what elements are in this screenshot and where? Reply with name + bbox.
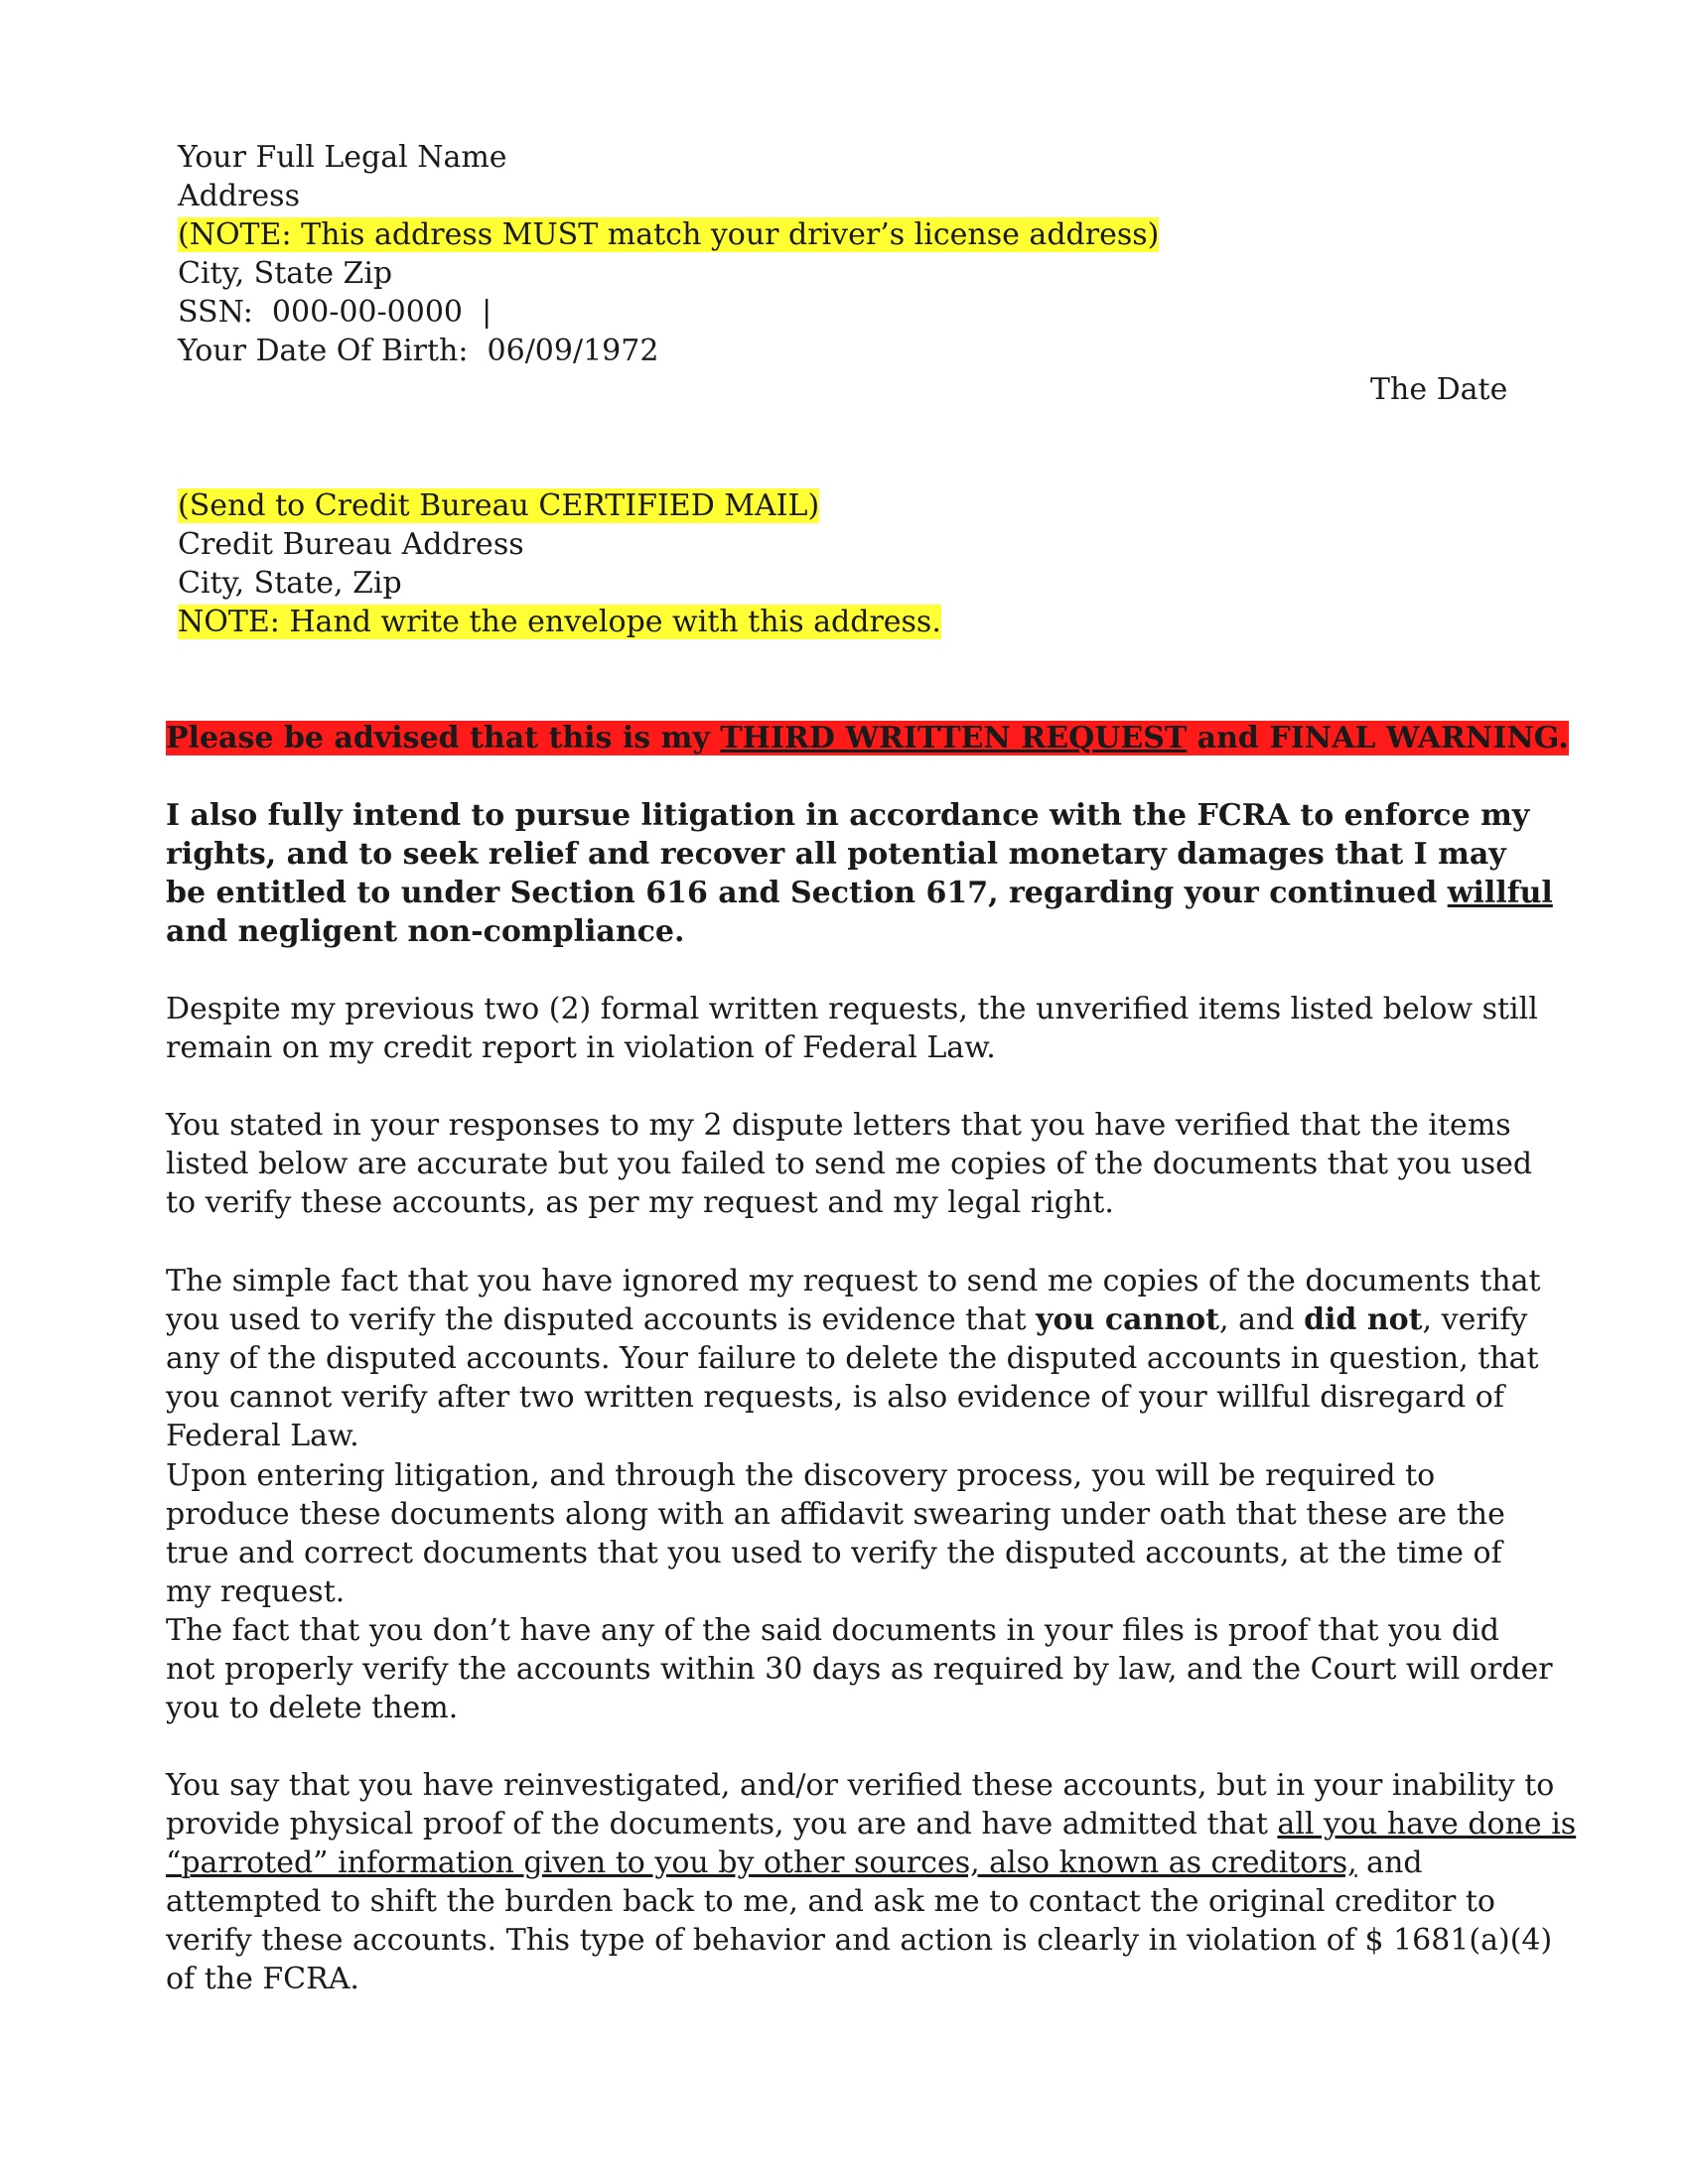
sender-address: Address xyxy=(178,179,300,213)
p1-emph: willful xyxy=(1447,876,1553,910)
p1-pre: I also fully intend to pursue litigation in accordance with the FCRA to enforce my rights, and to seek relief and recover all potential monetary damages that I may be entitled to under Section 616 and Section 617, regarding your continued xyxy=(166,798,1530,910)
recipient-envelope-note: NOTE: Hand write the envelope with this address. xyxy=(178,605,941,639)
sender-dob: Your Date Of Birth: 06/09/1972 xyxy=(178,334,659,368)
previous-requests-paragraph: Despite my previous two (2) formal written requests, the unverified items listed below still remain on my credit report in violation of Federal Law. xyxy=(166,992,1538,1065)
sender-address-note: (NOTE: This address MUST match your driver’s license address) xyxy=(178,217,1160,252)
recipient-block xyxy=(178,486,1688,641)
parroted-paragraph xyxy=(166,1766,1586,1998)
recipient-city: City, State, Zip xyxy=(178,566,402,601)
documents-proof-paragraph: The fact that you don’t have any of the said documents in your files is proof that you did not properly verify the accounts within 30 days as required by law, and the Court will order you to delete them. xyxy=(166,1613,1553,1725)
p4-b1: you cannot xyxy=(1036,1302,1220,1337)
p4-b2: did not xyxy=(1304,1302,1423,1337)
recipient-address: Credit Bureau Address xyxy=(178,527,524,562)
discovery-paragraph: Upon entering litigation, and through the discovery process, you will be required to produce these documents along with an affidavit swearing under oath that these are the true and correct documents that you used to verify the disputed accounts, at the time of my request. xyxy=(166,1458,1505,1609)
p4-a: The simple fact that you have ignored my request to send me copies of the documents that you used to verify the disputed accounts is evidence that xyxy=(166,1264,1541,1337)
p7-emph: all you have done is “parroted” information given to you by other sources, also known as creditors, xyxy=(166,1807,1577,1880)
p1-post: and negligent non-compliance. xyxy=(166,914,685,949)
final-warning xyxy=(166,719,1576,757)
warning-emph: THIRD WRITTEN REQUEST xyxy=(720,721,1188,755)
sender-block xyxy=(178,138,1688,370)
p4-d: , verify any of the disputed accounts. Your failure to delete the disputed accounts in question, that you cannot verify after two written requests, is also evidence of your willful disregard of Federal Law. xyxy=(166,1302,1539,1453)
litigation-paragraph xyxy=(166,796,1556,951)
ignored-request-paragraph xyxy=(166,1262,1561,1455)
p7-pre: You say that you have reinvestigated, and/or verified these accounts, but in your inability to provide physical proof of the documents, you are and have admitted that xyxy=(166,1768,1555,1842)
sender-city: City, State Zip xyxy=(178,256,393,291)
letter-date: The Date xyxy=(1370,372,1508,407)
recipient-mail-note: (Send to Credit Bureau CERTIFIED MAIL) xyxy=(178,488,820,523)
warning-pre: Please be advised that this is my xyxy=(166,721,721,755)
sender-ssn: SSN: 000-00-0000 | xyxy=(178,295,492,330)
warning-post: and FINAL WARNING. xyxy=(1187,721,1569,755)
p4-c: , and xyxy=(1219,1302,1305,1337)
verification-paragraph: You stated in your responses to my 2 dispute letters that you have verified that the items listed below are accurate but you failed to send me copies of the documents that you used to verify these accounts, as per my request and my legal right. xyxy=(166,1108,1533,1220)
sender-name: Your Full Legal Name xyxy=(178,140,507,175)
p7-post: and attempted to shift the burden back to me, and ask me to contact the original creditor to verify these accounts. This type of behavior and action is clearly in violation of $ 1681(a)(4) of the FCRA. xyxy=(166,1845,1553,1996)
